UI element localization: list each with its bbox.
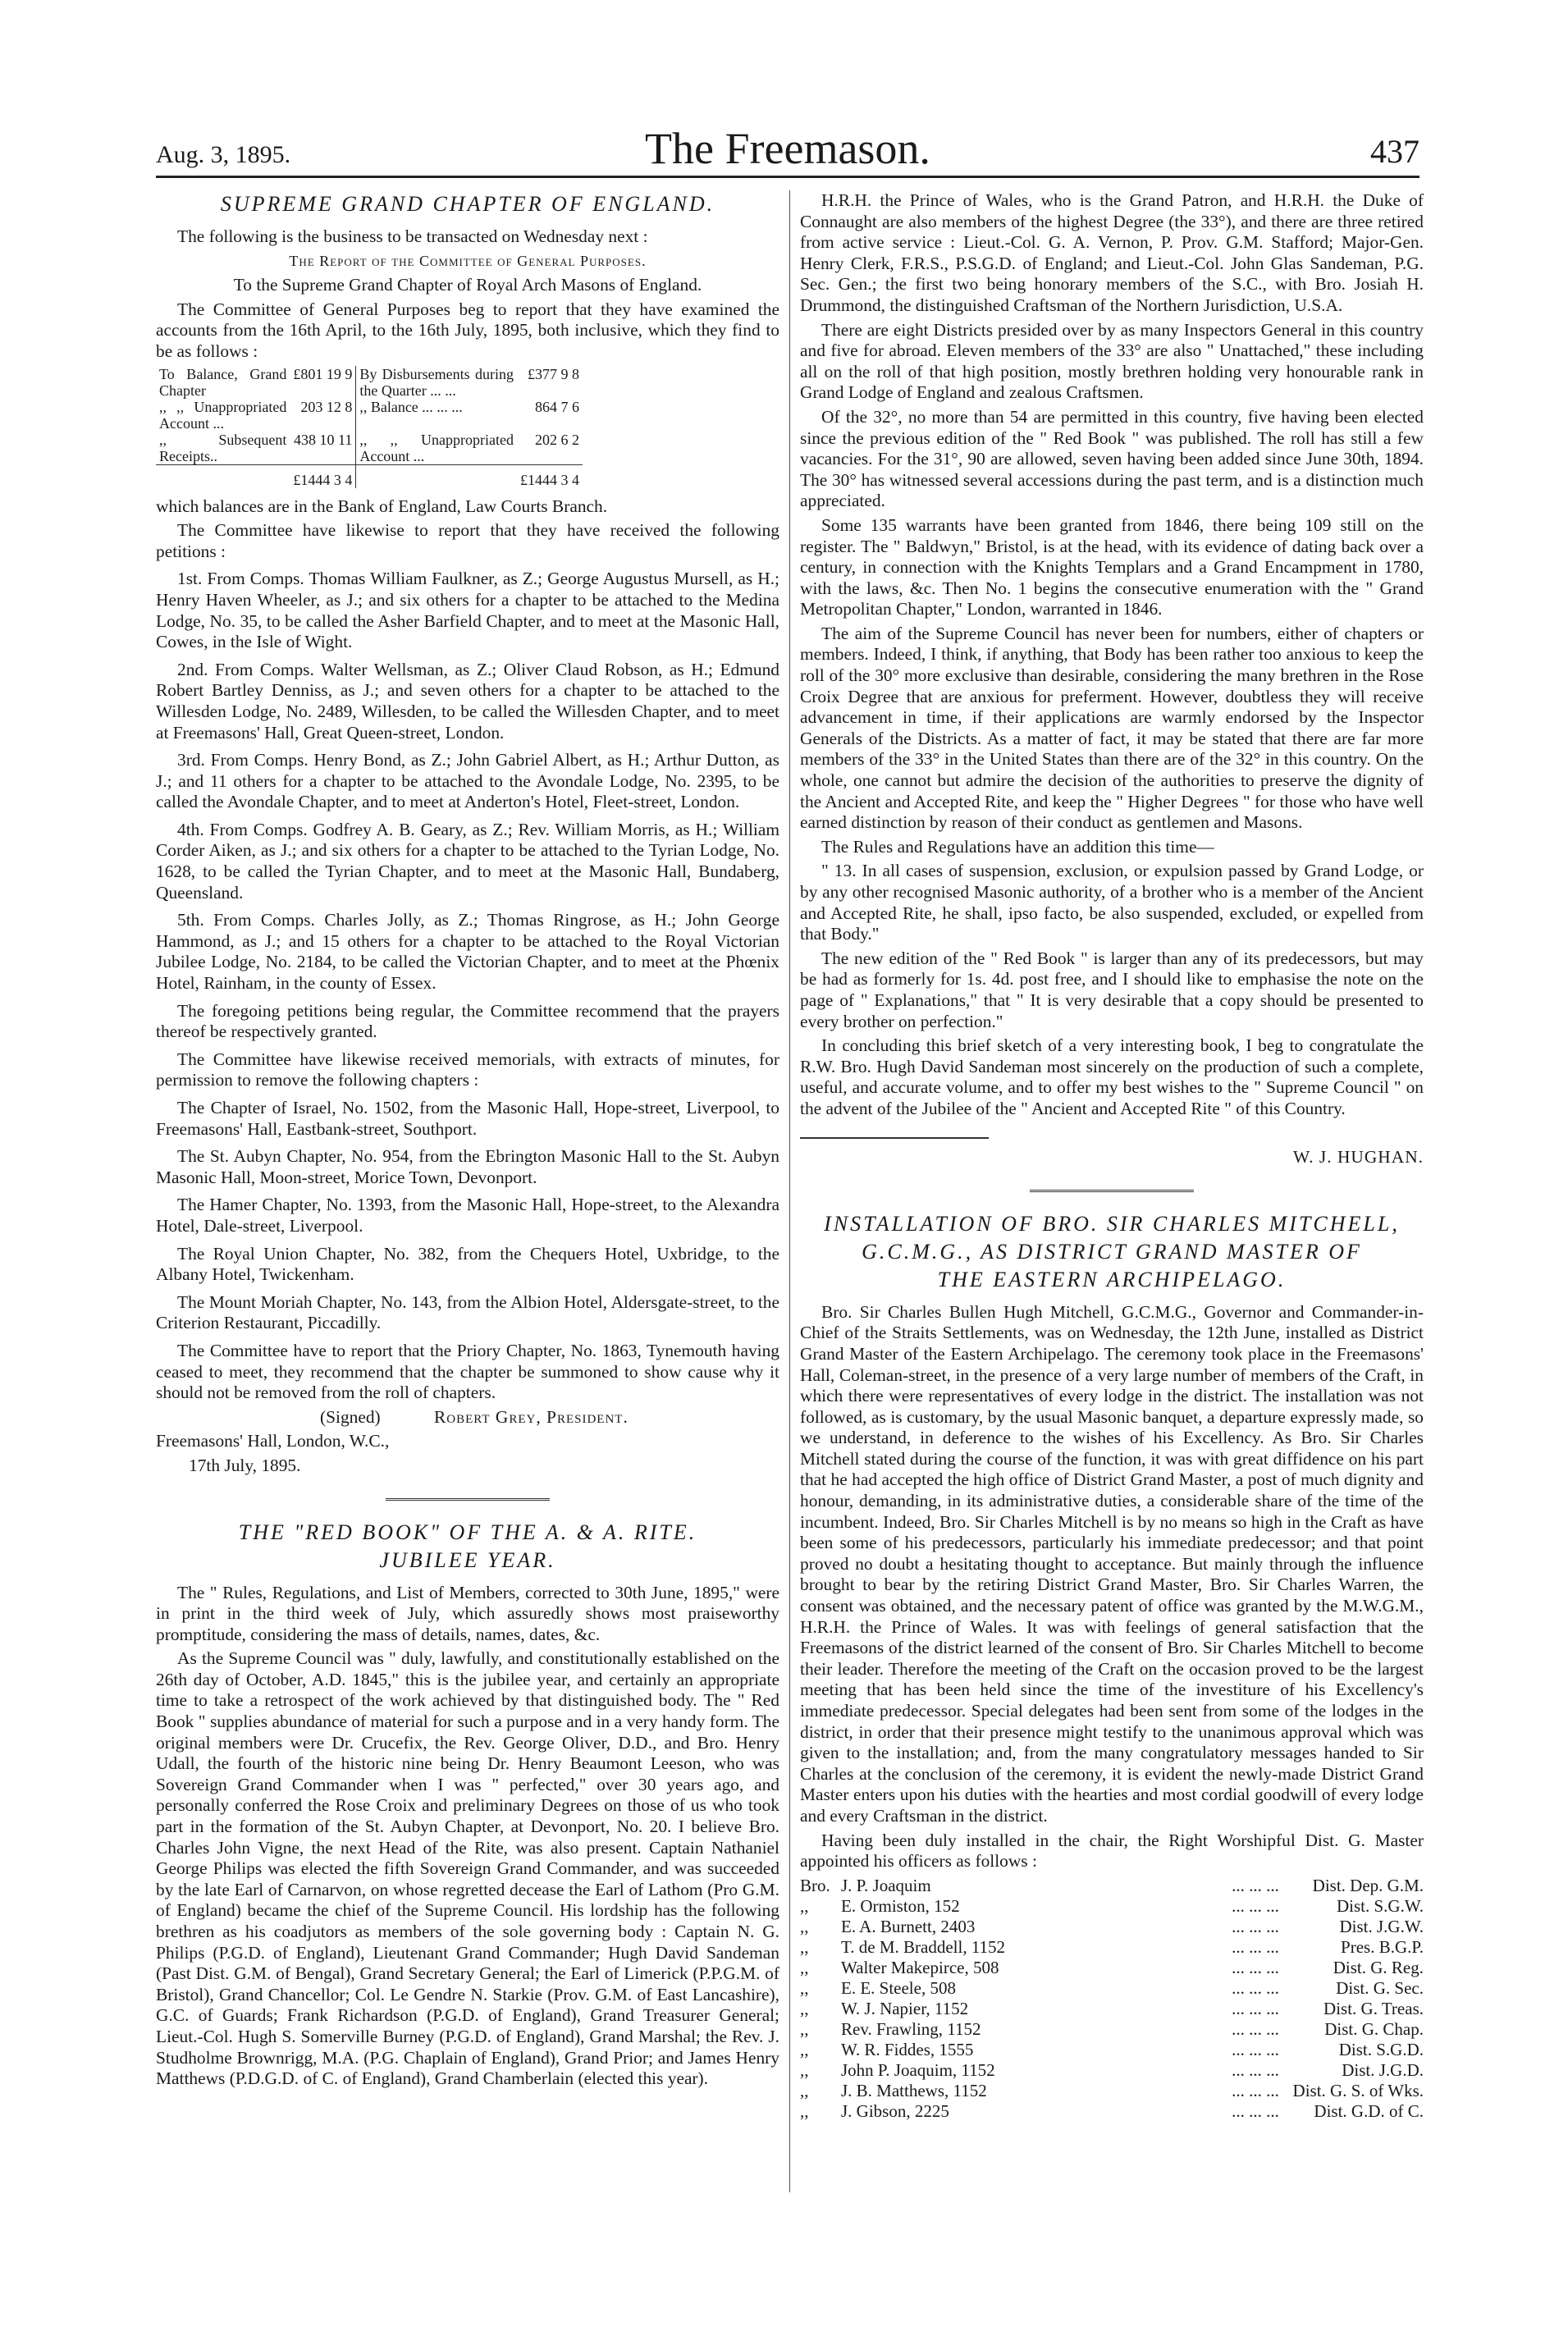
removal-item: The Royal Union Chapter, No. 382, from the Chequers Hotel, Uxbridge, to the Albany Hotel, Twickenham. (156, 1243, 779, 1285)
addressee-line: To the Supreme Grand Chapter of Royal Arch Masons of England. (233, 275, 702, 295)
officer-name: W. J. Napier, 1152 (841, 1998, 969, 2018)
paragraph: In concluding this brief sketch of a very interesting book, I beg to congratulate the R.W. Bro. Hugh David Sandeman most sincerely on the production of such a complete, useful, and accurate volume, and to offer my best wishes to the " Supreme Council " on the advent of the Jubilee of the " Ancient and Accepted Rite " of this Country. (800, 1035, 1424, 1118)
officer-office: Dist. G. Sec. (1336, 1977, 1424, 1998)
masthead-title: The Freemason. (645, 124, 930, 173)
account-label: By Disbursements during the Quarter ... ... (359, 365, 514, 399)
paragraph: Having been duly installed in the chair, the Right Worshipful Dist. G. Master appointed his officers as follows : (800, 1830, 1424, 1872)
officer-office: Dist. Dep. G.M. (1312, 1875, 1424, 1895)
officer-name: J. B. Matthews, 1152 (841, 2080, 987, 2100)
officer-row (800, 1896, 1424, 1917)
leader-dots: ... ... ... (1232, 1916, 1279, 1936)
officer-prefix: Bro. (800, 1875, 830, 1895)
removal-item: The St. Aubyn Chapter, No. 954, from the Ebrington Masonic Hall to the St. Aubyn Masonic Hall, Moon-street, Morice Town, Devonport. (156, 1146, 779, 1187)
leader-dots: ... ... ... (1232, 2018, 1279, 2039)
officer-office: Dist. S.G.W. (1337, 1895, 1424, 1916)
account-amount: £377 9 8 (528, 365, 579, 382)
account-total: £1444 3 4 (517, 464, 583, 488)
signed-label: (Signed) (320, 1406, 381, 1427)
account-amount: 203 12 8 (290, 399, 356, 432)
account-label: ,, Balance ... ... ... (359, 398, 463, 415)
officer-name: J. Gibson, 2225 (841, 2100, 949, 2121)
petition: 1st. From Comps. Thomas William Faulkner, as Z.; George Augustus Mursell, as H.; Henry Haven Wheeler, as J.; and six others for a chapter to be attached to the Medina Lodge, No. 35, to be called the Asher Barfield Chapter, and to meet at the Masonic Hall, Cowes, in the Isle of Wight. (156, 569, 779, 652)
paragraph: The new edition of the " Red Book " is larger than any of its predecessors, but may be had as formerly for 1s. 4d. post free, and I should like to emphasise the note on the page of " Explanations," that " It is very desirable that a copy should be presented to every brother on perfection." (800, 948, 1424, 1031)
officer-prefix: ,, (800, 1936, 809, 1957)
leader-dots: ... ... ... (1232, 1936, 1279, 1957)
officer-name: John P. Joaquim, 1152 (841, 2059, 995, 2080)
paragraph: H.R.H. the Prince of Wales, who is the Grand Patron, and H.R.H. the Duke of Connaught are also members of the highest Degree (the 33°), and there are three retired from active service : Lieut.-Col. G. A. Vernon, P. Prov. G.M. Stafford; Major-Gen. Henry Clerk, F.R.S., P.S.G.D. of England; and Lieut.-Col. John Glas Sandeman, P.G. Sec. Gen.; the first two being honorary members of the S.C., with Bro. Josiah H. Drummond, the distinguished Craftsman of the Northern Jurisdiction, U.S.A. (800, 190, 1424, 315)
officer-row (800, 2060, 1424, 2081)
leader-dots: ... ... ... (1232, 2039, 1279, 2059)
paragraph: Bro. Sir Charles Bullen Hugh Mitchell, G.C.M.G., Governor and Commander-in-Chief of the Straits Settlements, was on Wednesday, the 12th June, installed as District Grand Master of the Eastern Archipelago. The ceremony took place in the Freemasons' Hall, Coleman-street, in the presence of a very large number of members of the Craft, in which there were representatives of every lodge in the district. The installation was not followed, as is customary, by the usual Masonic banquet, a departure expressly made, so we understand, in deference to the wishes of his Excellency. As Bro. Sir Charles Mitchell stated during the course of the function, it was with great diffidence on his part that he had accepted the high office of District Grand Master, a post of much dignity and honour, demanding, in its administrative duties, a considerable share of the time of the incumbent. Indeed, Bro. Sir Charles Mitchell is by no means so high in the Craft as have been some of his predecessors, particularly his immediate predecessor; and that point proved no doubt a hesitating thought to acceptance. But mainly through the influence brought to bear by the retiring District Grand Master, Bro. Sir Charles Warren, the consent was obtained, and the necessary patent of office was granted by the M.W.G.M., H.R.H. the Prince of Wales. It was with feelings of general satisfaction that the Freemasons of the district learned of the consent of Bro. Sir Charles Mitchell to become their leader. Therefore the meeting of the Craft on the occasion proved to be the largest meeting that has been held since the time of the investiture of his Excellency's immediate predecessor. Special delegates had been sent from some of the lodges in the district, in order that their presence might testify to the unanimous approval which was given to the installation; and, from the many congratulatory messages handed to Sir Charles at the conclusion of the ceremony, it is evident the newly-made District Grand Master enters upon his duties with the hearties and most cordial goodwill of every lodge and every Craftsman in the district. (800, 1301, 1424, 1826)
officer-prefix: ,, (800, 1895, 809, 1916)
officer-office: Dist. G. Chap. (1324, 2018, 1424, 2039)
petition: 3rd. From Comps. Henry Bond, as Z.; John Gabriel Albert, as H.; Arthur Dutton, as J.; and 11 others for a chapter to be attached to the Avondale Lodge, No. 2395, to be called the Avondale Chapter, and to meet at Anderton's Hotel, Fleet-street, London. (156, 750, 779, 812)
paragraph: The Committee have likewise received memorials, with extracts of minutes, for permission to remove the following chapters : (156, 1049, 779, 1090)
petition: 4th. From Comps. Godfrey A. B. Geary, as Z.; Rev. William Morris, as H.; William Corder Aiken, as J.; and six others for a chapter to be attached to the Tyrian Lodge, No. 1628, to be called the Tyrian Chapter, and to meet at the Masonic Hall, Bundaberg, Queensland. (156, 819, 779, 903)
officer-name: E. A. Burnett, 2403 (841, 1916, 976, 1936)
paragraph: The Rules and Regulations have an addition this time— (821, 836, 1214, 857)
officer-row (800, 1937, 1424, 1958)
paragraph: The Committee have to report that the Priory Chapter, No. 1863, Tynemouth having ceased to meet, they recommend that the chapter be summoned to show cause why it should not be removed from the roll of chapters. (156, 1340, 779, 1403)
account-amount: £801 19 9 (290, 366, 356, 399)
officer-office: Dist. G. Treas. (1323, 1998, 1424, 2018)
officer-prefix: ,, (800, 2039, 809, 2059)
account-total: £1444 3 4 (290, 464, 356, 488)
paragraph: The " Rules, Regulations, and List of Members, corrected to 30th June, 1895," were in print in the third week of July, which assuredly shows most praiseworthy promptitude, considering the mass of details, names, dates, &c. (156, 1582, 779, 1644)
account-label: ,, ,, Unappropriated Account ... (359, 431, 514, 464)
officer-row (800, 1978, 1424, 1999)
officer-row (800, 2081, 1424, 2101)
author-signature: W. J. HUGHAN. (1293, 1147, 1424, 1168)
leader-dots: ... ... ... (1232, 2059, 1279, 2080)
officer-prefix: ,, (800, 2018, 809, 2039)
leader-dots: ... ... ... (1232, 1957, 1279, 1977)
officer-prefix: ,, (800, 2059, 809, 2080)
account-amount: 438 10 11 (290, 432, 356, 465)
issue-date: Aug. 3, 1895. (156, 141, 291, 168)
officer-name: J. P. Joaquim (841, 1875, 931, 1895)
article-title-red-book: THE "RED BOOK" OF THE A. & A. RITE. (238, 1520, 697, 1544)
petition: 2nd. From Comps. Walter Wellsman, as Z.; Oliver Claud Robson, as H.; Edmund Robert Bartley Denniss, as J.; and seven others for a chapter to be attached to the Willesden Lodge, No. 2489, Willesden, to be called the Willesden Chapter, and to meet at Freemasons' Hall, Great Queen-street, London. (156, 659, 779, 743)
officers-table (800, 1876, 1424, 2122)
officer-office: Pres. B.G.P. (1341, 1936, 1424, 1957)
officer-prefix: ,, (800, 2100, 809, 2121)
account-table (156, 366, 583, 488)
article-title-installation-line3: THE EASTERN ARCHIPELAGO. (937, 1267, 1287, 1291)
officer-office: Dist. G. S. of Wks. (1292, 2080, 1424, 2100)
petition: 5th. From Comps. Charles Jolly, as Z.; Thomas Ringrose, as H.; John George Hammond, as J.; and 15 others for a chapter to be attached to the Royal Victorian Jubilee Lodge, No. 2184, to be called the Victorian Chapter, and to meet at the Phœnix Hotel, Rainham, in the county of Essex. (156, 910, 779, 994)
leader-dots: ... ... ... (1232, 1875, 1279, 1895)
leader-dots: ... ... ... (1232, 1895, 1279, 1916)
account-amount: 864 7 6 (535, 398, 579, 415)
leader-dots: ... ... ... (1232, 2100, 1279, 2121)
officer-name: Rev. Frawling, 1152 (841, 2018, 981, 2039)
officer-office: Dist. G. Reg. (1333, 1957, 1424, 1977)
article-subtitle-jubilee: JUBILEE YEAR. (379, 1547, 556, 1572)
intro-text: The following is the business to be transacted on Wednesday next : (177, 226, 648, 246)
officer-name: T. de M. Braddell, 1152 (841, 1936, 1006, 1957)
paragraph: which balances are in the Bank of England, Law Courts Branch. (156, 496, 608, 516)
page-number: 437 (1370, 133, 1419, 170)
section-rule (1030, 1190, 1194, 1192)
officer-name: W. R. Fiddes, 1555 (841, 2039, 974, 2059)
officer-prefix: ,, (800, 1998, 809, 2018)
removal-item: The Mount Moriah Chapter, No. 143, from the Albion Hotel, Aldersgate-street, to the Criterion Restaurant, Piccadilly. (156, 1291, 779, 1333)
paragraph: There are eight Districts presided over by as many Inspectors General in this country and five for abroad. Eleven members of the 33° are also " Unattached," these including all on the roll of that high position, mostly brethren holding very honourable rank in Grand Lodge of England and zealous Craftsmen. (800, 319, 1424, 403)
signature-date: 17th July, 1895. (189, 1455, 301, 1475)
paragraph: Of the 32°, no more than 54 are permitted in this country, five having been elected since the previous edition of the " Red Book " was published. The roll has still a few vacancies. For the 31°, 90 are allowed, seven having been added since June 30th, 1894. The 30° has witnessed several accessions during the past term, and is a distinction much appreciated. (800, 406, 1424, 511)
report-heading: The Report of the Committee of General Purposes. (289, 252, 647, 269)
officer-row (800, 2040, 1424, 2060)
officer-prefix: ,, (800, 1916, 809, 1936)
account-label: ,, Subsequent Receipts.. (159, 431, 287, 464)
leader-dots: ... ... ... (1232, 2080, 1279, 2100)
officer-name: Walter Makepirce, 508 (841, 1957, 999, 1977)
column-divider (789, 190, 790, 2192)
place-line: Freemasons' Hall, London, W.C., (156, 1431, 390, 1451)
officer-row (800, 1876, 1424, 1896)
officer-office: Dist. S.G.D. (1338, 2039, 1424, 2059)
account-label: To Balance, Grand Chapter (159, 365, 287, 399)
signature-line (156, 1407, 779, 1428)
article-title-supreme-grand-chapter: SUPREME GRAND CHAPTER OF ENGLAND. (220, 192, 715, 216)
officer-prefix: ,, (800, 1977, 809, 1998)
officer-name: E. E. Steele, 508 (841, 1977, 956, 1998)
officer-office: Dist. J.G.W. (1339, 1916, 1424, 1936)
account-amount: 202 6 2 (535, 431, 579, 448)
officer-name: E. Ormiston, 152 (841, 1895, 960, 1916)
paragraph: Some 135 warrants have been granted from 1846, there being 109 still on the register. The " Baldwyn," Bristol, is at the head, with its evidence of dating back over a century, in connection with the Knights Templars and a Grand Encampment in 1780, with the laws, &c. Then No. 1 begins the consecutive enumeration with the " Grand Metropolitan Chapter," London, warranted in 1846. (800, 514, 1424, 619)
account-label: ,, ,, Unappropriated Account ... (159, 398, 287, 432)
officer-office: Dist. J.G.D. (1342, 2059, 1424, 2080)
paragraph: The Committee have likewise to report that they have received the following petitions : (156, 520, 779, 561)
signer-name: Robert Grey, President. (434, 1406, 629, 1427)
officer-row (800, 1917, 1424, 1937)
page-header (156, 115, 1419, 178)
right-column (800, 190, 1424, 2122)
article-title-installation: INSTALLATION OF BRO. SIR CHARLES MITCHELL, (824, 1211, 1400, 1236)
officer-row (800, 2019, 1424, 2040)
officer-row (800, 1999, 1424, 2019)
removal-item: The Chapter of Israel, No. 1502, from the Masonic Hall, Hope-street, Liverpool, to Freemasons' Hall, Eastbank-street, Southport. (156, 1098, 779, 1139)
officer-row (800, 1958, 1424, 1978)
paragraph: The foregoing petitions being regular, the Committee recommend that the prayers thereof be respectively granted. (156, 1000, 779, 1042)
officer-prefix: ,, (800, 2080, 809, 2100)
article-title-installation-line2: G.C.M.G., AS DISTRICT GRAND MASTER OF (862, 1239, 1362, 1264)
paragraph: The Committee of General Purposes beg to report that they have examined the accounts from the 16th April, to the 16th July, 1895, both inclusive, which they find to be as follows : (156, 299, 779, 361)
paragraph: The aim of the Supreme Council has never been for numbers, either of chapters or members. Indeed, I think, if anything, that Body has been rather too anxious to keep the roll of the 30° more exclusive than desirable, considering the many brethren in the Rose Croix Degree that are anxious for preferment. However, doubtless they will receive advancement in time, if their applications are warmly endorsed by the Inspector Generals of the Districts. As a matter of fact, it may be stated that there are far more members of the 33° in the United States than there are of the 32° in this country. On the whole, one cannot but admire the decision of the authorities to preserve the dignity of the Ancient and Accepted Rite, and keep the " Higher Degrees " for those who have well earned distinction by reason of their conduct as gentlemen and Masons. (800, 623, 1424, 833)
signature-rule (800, 1137, 989, 1139)
leader-dots: ... ... ... (1232, 1998, 1279, 2018)
quoted-rule: " 13. In all cases of suspension, exclusion, or expulsion passed by Grand Lodge, or by any other recognised Masonic authority, of a brother who is a member of the Ancient and Accepted Rite, he shall, ipso facto, be also suspended, excluded, or expelled from that Body." (800, 861, 1424, 944)
section-rule (386, 1498, 550, 1501)
officer-office: Dist. G.D. of C. (1314, 2100, 1424, 2121)
left-column (156, 190, 779, 2093)
officer-prefix: ,, (800, 1957, 809, 1977)
officer-row (800, 2101, 1424, 2122)
paragraph: As the Supreme Council was " duly, lawfully, and constitutionally established on the 26th day of October, A.D. 1845," this is the jubilee year, and certainly an appropriate time to take a retrospect of the work achieved by that distinguished body. The " Red Book " supplies abundance of material for such a purpose and in a very handy form. The original members were Dr. Crucefix, the Rev. George Oliver, D.D., and Bro. Henry Udall, the fourth of the historic nine being Dr. Henry Beaumont Leeson, who was Sovereign Grand Commander when I was " perfected," over 30 years ago, and personally conferred the Rose Croix and preliminary Degrees on those of us who took part in the formation of the St. Aubyn Chapter, at Devonport, No. 20. I believe Bro. Charles John Vigne, the next Head of the Rite, was also present. Captain Nathaniel George Philips was elected the fifth Sovereign Grand Commander, and was succeeded by the late Earl of Carnarvon, on whose regretted decease the Earl of Lathom (Pro G.M. of England) became the chief of the Supreme Council. His lordship has the following brethren as his coadjutors as members of the sole governing body : Captain N. G. Philips (P.G.D. of England), Lieutenant Grand Commander; Hugh David Sandeman (Past Dist. G.M. of Bengal), Grand Secretary General; the Earl of Limerick (P.P.G.M. of Bristol), Grand Chancellor; Col. Le Gendre N. Starkie (Prov. G.M. of East Lancashire), G.C. of Guards; Frank Richardson (P.G.D. of England), Grand Treasurer General; Lieut.-Col. Hugh S. Somerville Burney (P.G.D. of England), Grand Marshal; the Rev. J. Studholme Brownrigg, M.A. (P.G. Chaplain of England), Grand Prior; and James Henry Matthews (P.D.G.D. of C. of England), Grand Chamberlain (elected this year). (156, 1648, 779, 2089)
leader-dots: ... ... ... (1232, 1977, 1279, 1998)
removal-item: The Hamer Chapter, No. 1393, from the Masonic Hall, Hope-street, to the Alexandra Hotel, Dale-street, Liverpool. (156, 1195, 779, 1236)
